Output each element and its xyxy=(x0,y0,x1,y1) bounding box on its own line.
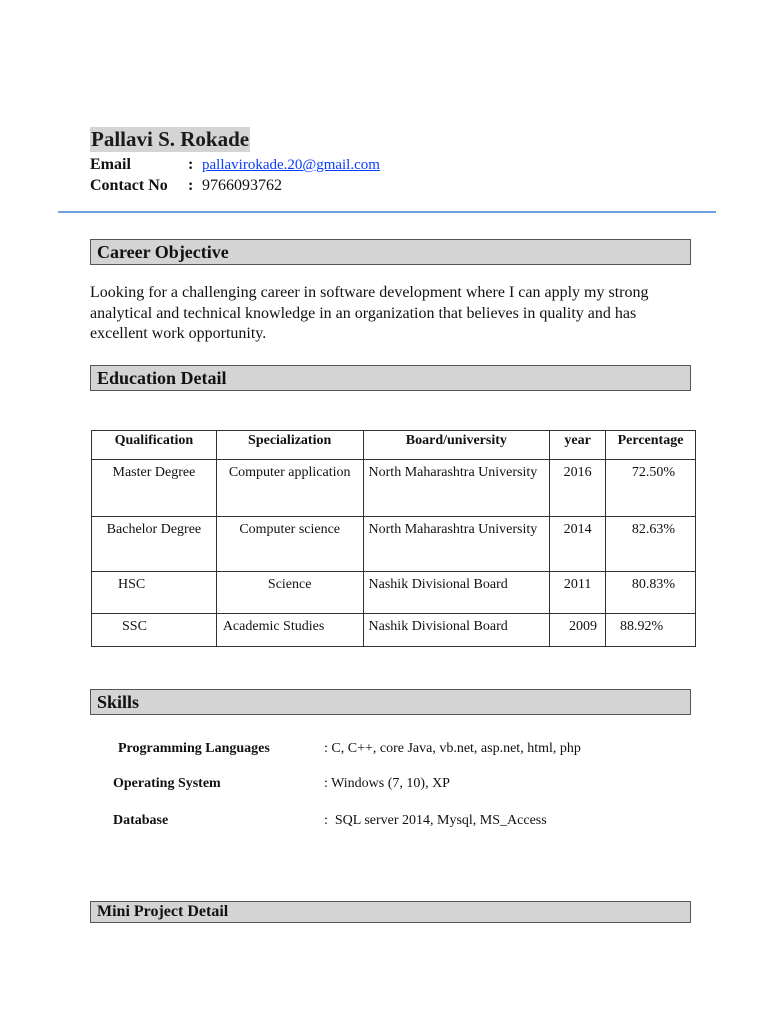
contact-label: Contact No xyxy=(90,177,168,194)
mini-project-heading: Mini Project Detail xyxy=(90,901,691,923)
table-row xyxy=(92,460,696,517)
board-cell: Nashik Divisional Board xyxy=(363,614,550,647)
year-cell: 2011 xyxy=(550,572,606,614)
skills-heading: Skills xyxy=(90,689,691,715)
education-table xyxy=(91,430,696,647)
contact-number: 9766093762 xyxy=(202,177,282,194)
skill-value: : SQL server 2014, Mysql, MS_Access xyxy=(324,813,547,828)
board-cell: Nashik Divisional Board xyxy=(363,572,550,614)
skill-value: : C, C++, core Java, vb.net, asp.net, html, php xyxy=(324,741,581,756)
email-colon: : xyxy=(188,156,194,173)
skill-row-database xyxy=(113,812,547,830)
year-cell: 2014 xyxy=(550,517,606,572)
qualification-cell: Master Degree xyxy=(92,460,217,517)
skill-value: : Windows (7, 10), XP xyxy=(324,776,450,791)
skill-label: Operating System xyxy=(113,776,221,791)
candidate-name: Pallavi S. Rokade xyxy=(91,127,250,151)
column-header-year: year xyxy=(550,431,606,460)
email-row xyxy=(90,155,380,175)
column-header-percentage: Percentage xyxy=(606,431,696,460)
column-header-specialization: Specialization xyxy=(216,431,363,460)
header-divider xyxy=(58,211,716,213)
column-header-board: Board/university xyxy=(363,431,550,460)
email-label: Email xyxy=(90,156,131,173)
column-header-qualification: Qualification xyxy=(92,431,217,460)
specialization-cell: Science xyxy=(216,572,363,614)
percentage-cell: 88.92% xyxy=(606,614,696,647)
percentage-cell: 72.50% xyxy=(606,460,696,517)
qualification-cell: Bachelor Degree xyxy=(92,517,217,572)
table-row xyxy=(92,517,696,572)
percentage-cell: 82.63% xyxy=(606,517,696,572)
education-table-header xyxy=(92,431,696,460)
skill-label: Programming Languages xyxy=(118,741,270,756)
year-cell: 2009 xyxy=(550,614,606,647)
skill-label: Database xyxy=(113,813,169,828)
skill-row-programming xyxy=(118,740,581,758)
skill-row-os xyxy=(113,775,450,793)
year-cell: 2016 xyxy=(550,460,606,517)
board-cell: North Maharashtra University xyxy=(363,460,550,517)
specialization-cell: Computer application xyxy=(216,460,363,517)
email-link[interactable]: pallavirokade.20@gmail.com xyxy=(202,157,380,173)
contact-colon: : xyxy=(188,177,194,194)
career-objective-heading: Career Objective xyxy=(90,239,691,265)
percentage-cell: 80.83% xyxy=(606,572,696,614)
board-cell: North Maharashtra University xyxy=(363,517,550,572)
table-row xyxy=(92,614,696,647)
table-row xyxy=(92,572,696,614)
education-heading: Education Detail xyxy=(90,365,691,391)
career-objective-text: Looking for a challenging career in software development where I can apply my strong analytical and technical knowledge in an organization that believes in quality and has excellent work opportunity. xyxy=(90,284,649,342)
contact-row xyxy=(90,176,282,196)
qualification-cell: HSC xyxy=(92,572,217,614)
qualification-cell: SSC xyxy=(92,614,217,647)
specialization-cell: Academic Studies xyxy=(216,614,363,647)
specialization-cell: Computer science xyxy=(216,517,363,572)
